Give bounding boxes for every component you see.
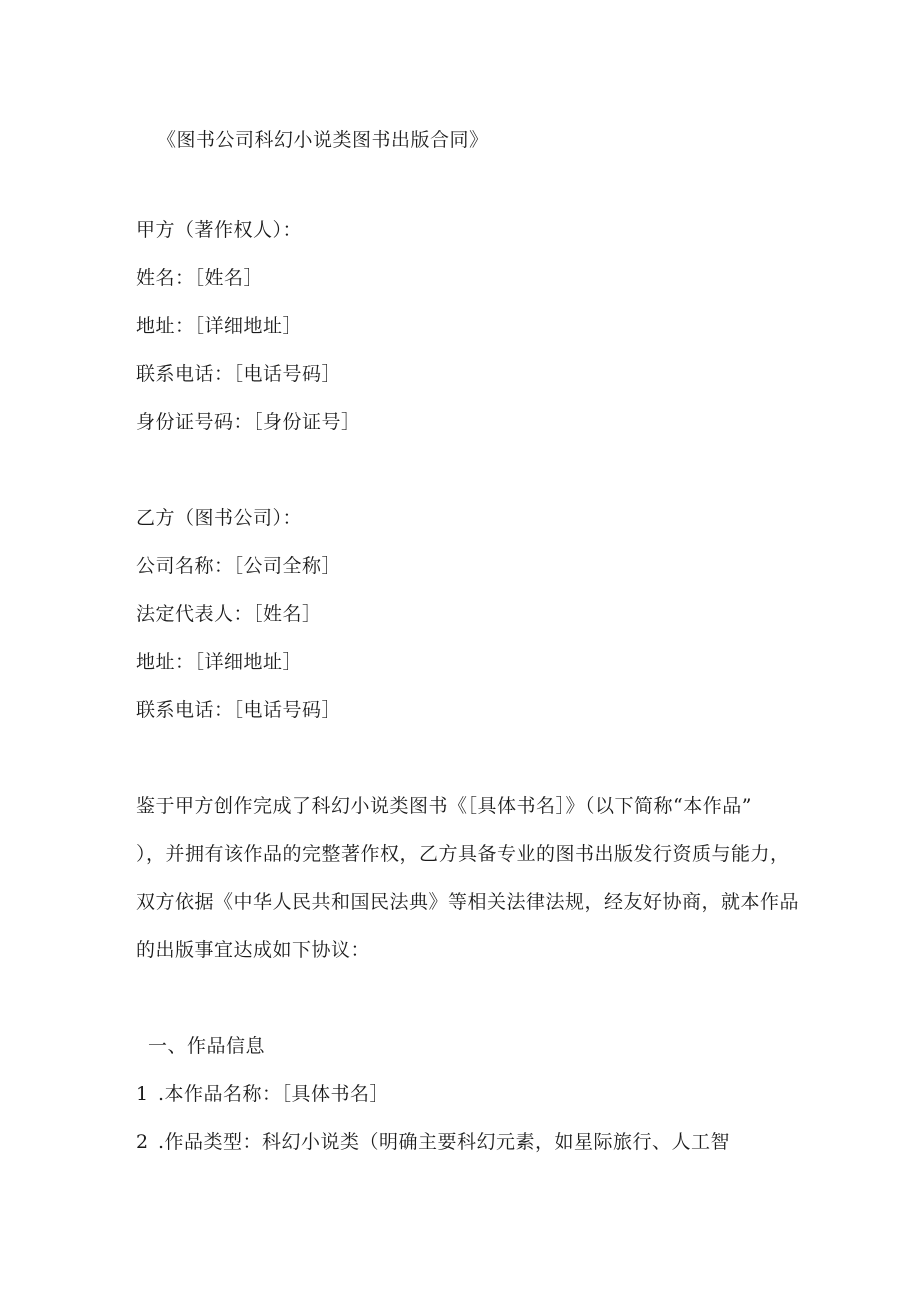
party-b-heading: 乙方（图书公司）： [136,507,303,529]
party-a-heading: 甲方（著作权人）： [136,219,303,241]
preamble-line: ），并拥有该作品的完整著作权，乙方具备专业的图书出版发行资质与能力， [136,843,790,865]
party-b-address: 地址：［详细地址］ [136,651,303,673]
party-a-name: 姓名：［姓名］ [136,267,264,289]
party-a-address: 地址：［详细地址］ [136,315,303,337]
party-b-phone: 联系电话：［电话号码］ [136,699,342,721]
party-b-company: 公司名称：［公司全称］ [136,555,342,577]
list-item-number: 2 [136,1131,149,1153]
list-item-number: 1 [136,1083,149,1105]
party-a-id: 身份证号码：［身份证号］ [136,411,361,433]
preamble-line: 双方依据《中华人民共和国民法典》等相关法律法规，经友好协商，就本作品 [136,891,800,913]
list-item [136,1130,730,1154]
list-item-text: .作品类型：科幻小说类（明确主要科幻元素，如星际旅行、人工智 [158,1131,731,1153]
section-heading: 一、作品信息 [148,1035,266,1057]
party-a-phone: 联系电话：［电话号码］ [136,363,342,385]
party-b-representative: 法定代表人：［姓名］ [136,603,322,625]
list-item-text: .本作品名称：［具体书名］ [158,1083,390,1105]
list-item [136,1082,389,1106]
preamble-line: 的出版事宜达成如下协议： [136,939,371,961]
preamble-line: 鉴于甲方创作完成了科幻小说类图书《［具体书名］》（以下简称“本作品” [136,795,752,817]
document-title: 《图书公司科幻小说类图书出版合同》 [157,129,489,151]
